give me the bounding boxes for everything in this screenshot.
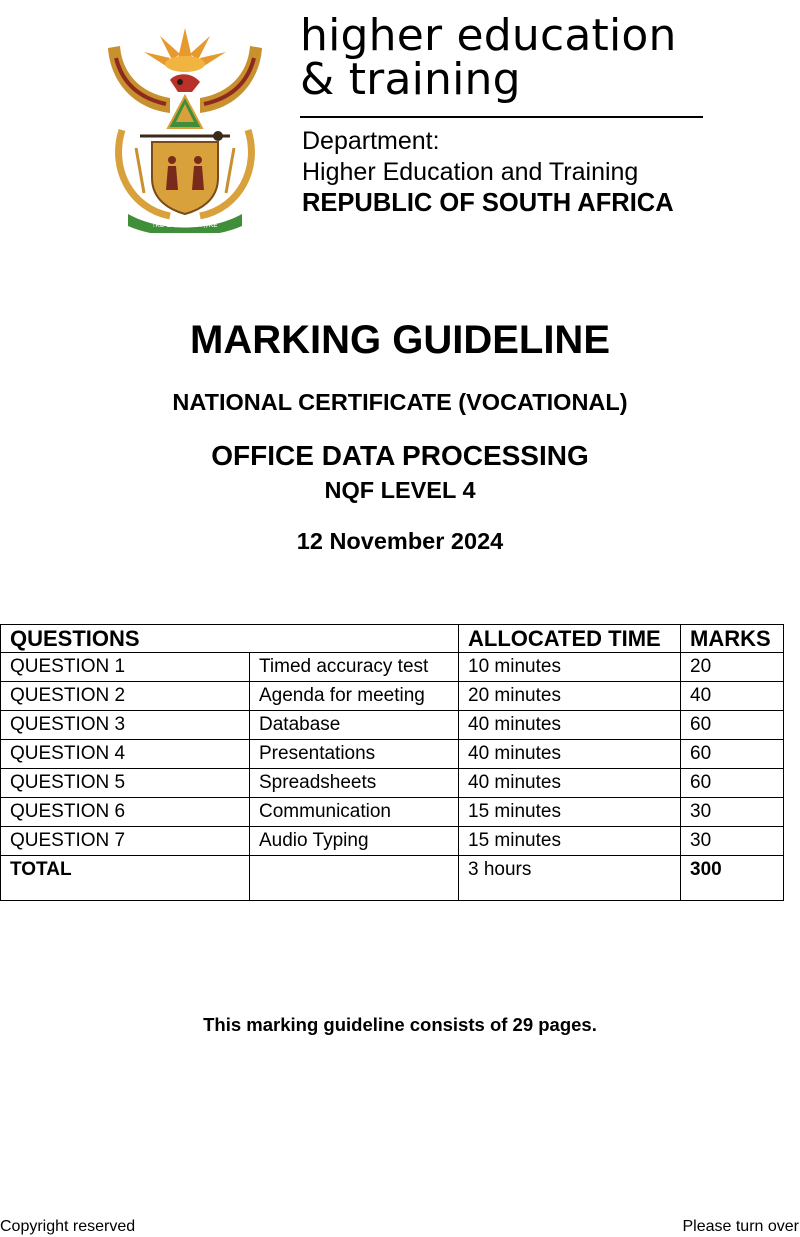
table-row [1, 711, 784, 740]
question-cell: QUESTION 1 [1, 653, 250, 682]
brand-divider [300, 116, 703, 118]
brand-wordmark [300, 10, 720, 105]
sun-icon [144, 28, 226, 72]
table-row [1, 798, 784, 827]
topic-cell: Spreadsheets [250, 769, 459, 798]
total-topic-cell [250, 856, 459, 901]
topic-cell: Audio Typing [250, 827, 459, 856]
page-count-note: This marking guideline consists of 29 pages. [203, 1014, 597, 1035]
time-cell: 10 minutes [459, 653, 681, 682]
header-questions: QUESTIONS [1, 625, 459, 653]
marks-cell: 60 [681, 740, 784, 769]
header-marks: MARKS [681, 625, 784, 653]
marks-cell: 30 [681, 798, 784, 827]
header-allocated-time: ALLOCATED TIME [459, 625, 681, 653]
time-cell: 40 minutes [459, 711, 681, 740]
question-cell: QUESTION 4 [1, 740, 250, 769]
certificate-name: NATIONAL CERTIFICATE (VOCATIONAL) [172, 389, 628, 415]
department-block [302, 126, 674, 219]
marks-cell: 20 [681, 653, 784, 682]
brand-line-2: & training [300, 54, 521, 105]
question-cell: QUESTION 3 [1, 711, 250, 740]
footer-turn-over: Please turn over [682, 1218, 799, 1235]
department-label: Department: [302, 127, 440, 155]
table-row [1, 769, 784, 798]
time-cell: 40 minutes [459, 769, 681, 798]
brand-line-1: higher education [300, 10, 677, 61]
total-label: TOTAL [1, 856, 250, 901]
exam-date: 12 November 2024 [296, 528, 504, 554]
table-header-row [1, 625, 784, 653]
marks-cell: 60 [681, 769, 784, 798]
question-cell: QUESTION 6 [1, 798, 250, 827]
marks-cell: 30 [681, 827, 784, 856]
marks-cell: 60 [681, 711, 784, 740]
table-row [1, 827, 784, 856]
table-total-row [1, 856, 784, 901]
table-row [1, 682, 784, 711]
time-cell: 15 minutes [459, 798, 681, 827]
topic-cell: Agenda for meeting [250, 682, 459, 711]
questions-table [0, 624, 784, 901]
question-cell: QUESTION 2 [1, 682, 250, 711]
document-title: MARKING GUIDELINE [190, 318, 610, 362]
time-cell: 40 minutes [459, 740, 681, 769]
total-marks: 300 [681, 856, 784, 901]
country-name: REPUBLIC OF SOUTH AFRICA [302, 189, 674, 217]
table-row [1, 740, 784, 769]
nqf-level: NQF LEVEL 4 [324, 477, 476, 503]
question-cell: QUESTION 5 [1, 769, 250, 798]
subject-name: OFFICE DATA PROCESSING [211, 440, 589, 471]
department-name: Higher Education and Training [302, 158, 639, 186]
total-time: 3 hours [459, 856, 681, 901]
topic-cell: Presentations [250, 740, 459, 769]
topic-cell: Timed accuracy test [250, 653, 459, 682]
marks-cell: 40 [681, 682, 784, 711]
time-cell: 15 minutes [459, 827, 681, 856]
table-row [1, 653, 784, 682]
question-cell: QUESTION 7 [1, 827, 250, 856]
footer-copyright: Copyright reserved [0, 1218, 136, 1235]
topic-cell: Communication [250, 798, 459, 827]
coat-of-arms-logo [100, 18, 270, 233]
topic-cell: Database [250, 711, 459, 740]
coat-motto: !KE E: /XARRA //KE [152, 221, 218, 229]
time-cell: 20 minutes [459, 682, 681, 711]
